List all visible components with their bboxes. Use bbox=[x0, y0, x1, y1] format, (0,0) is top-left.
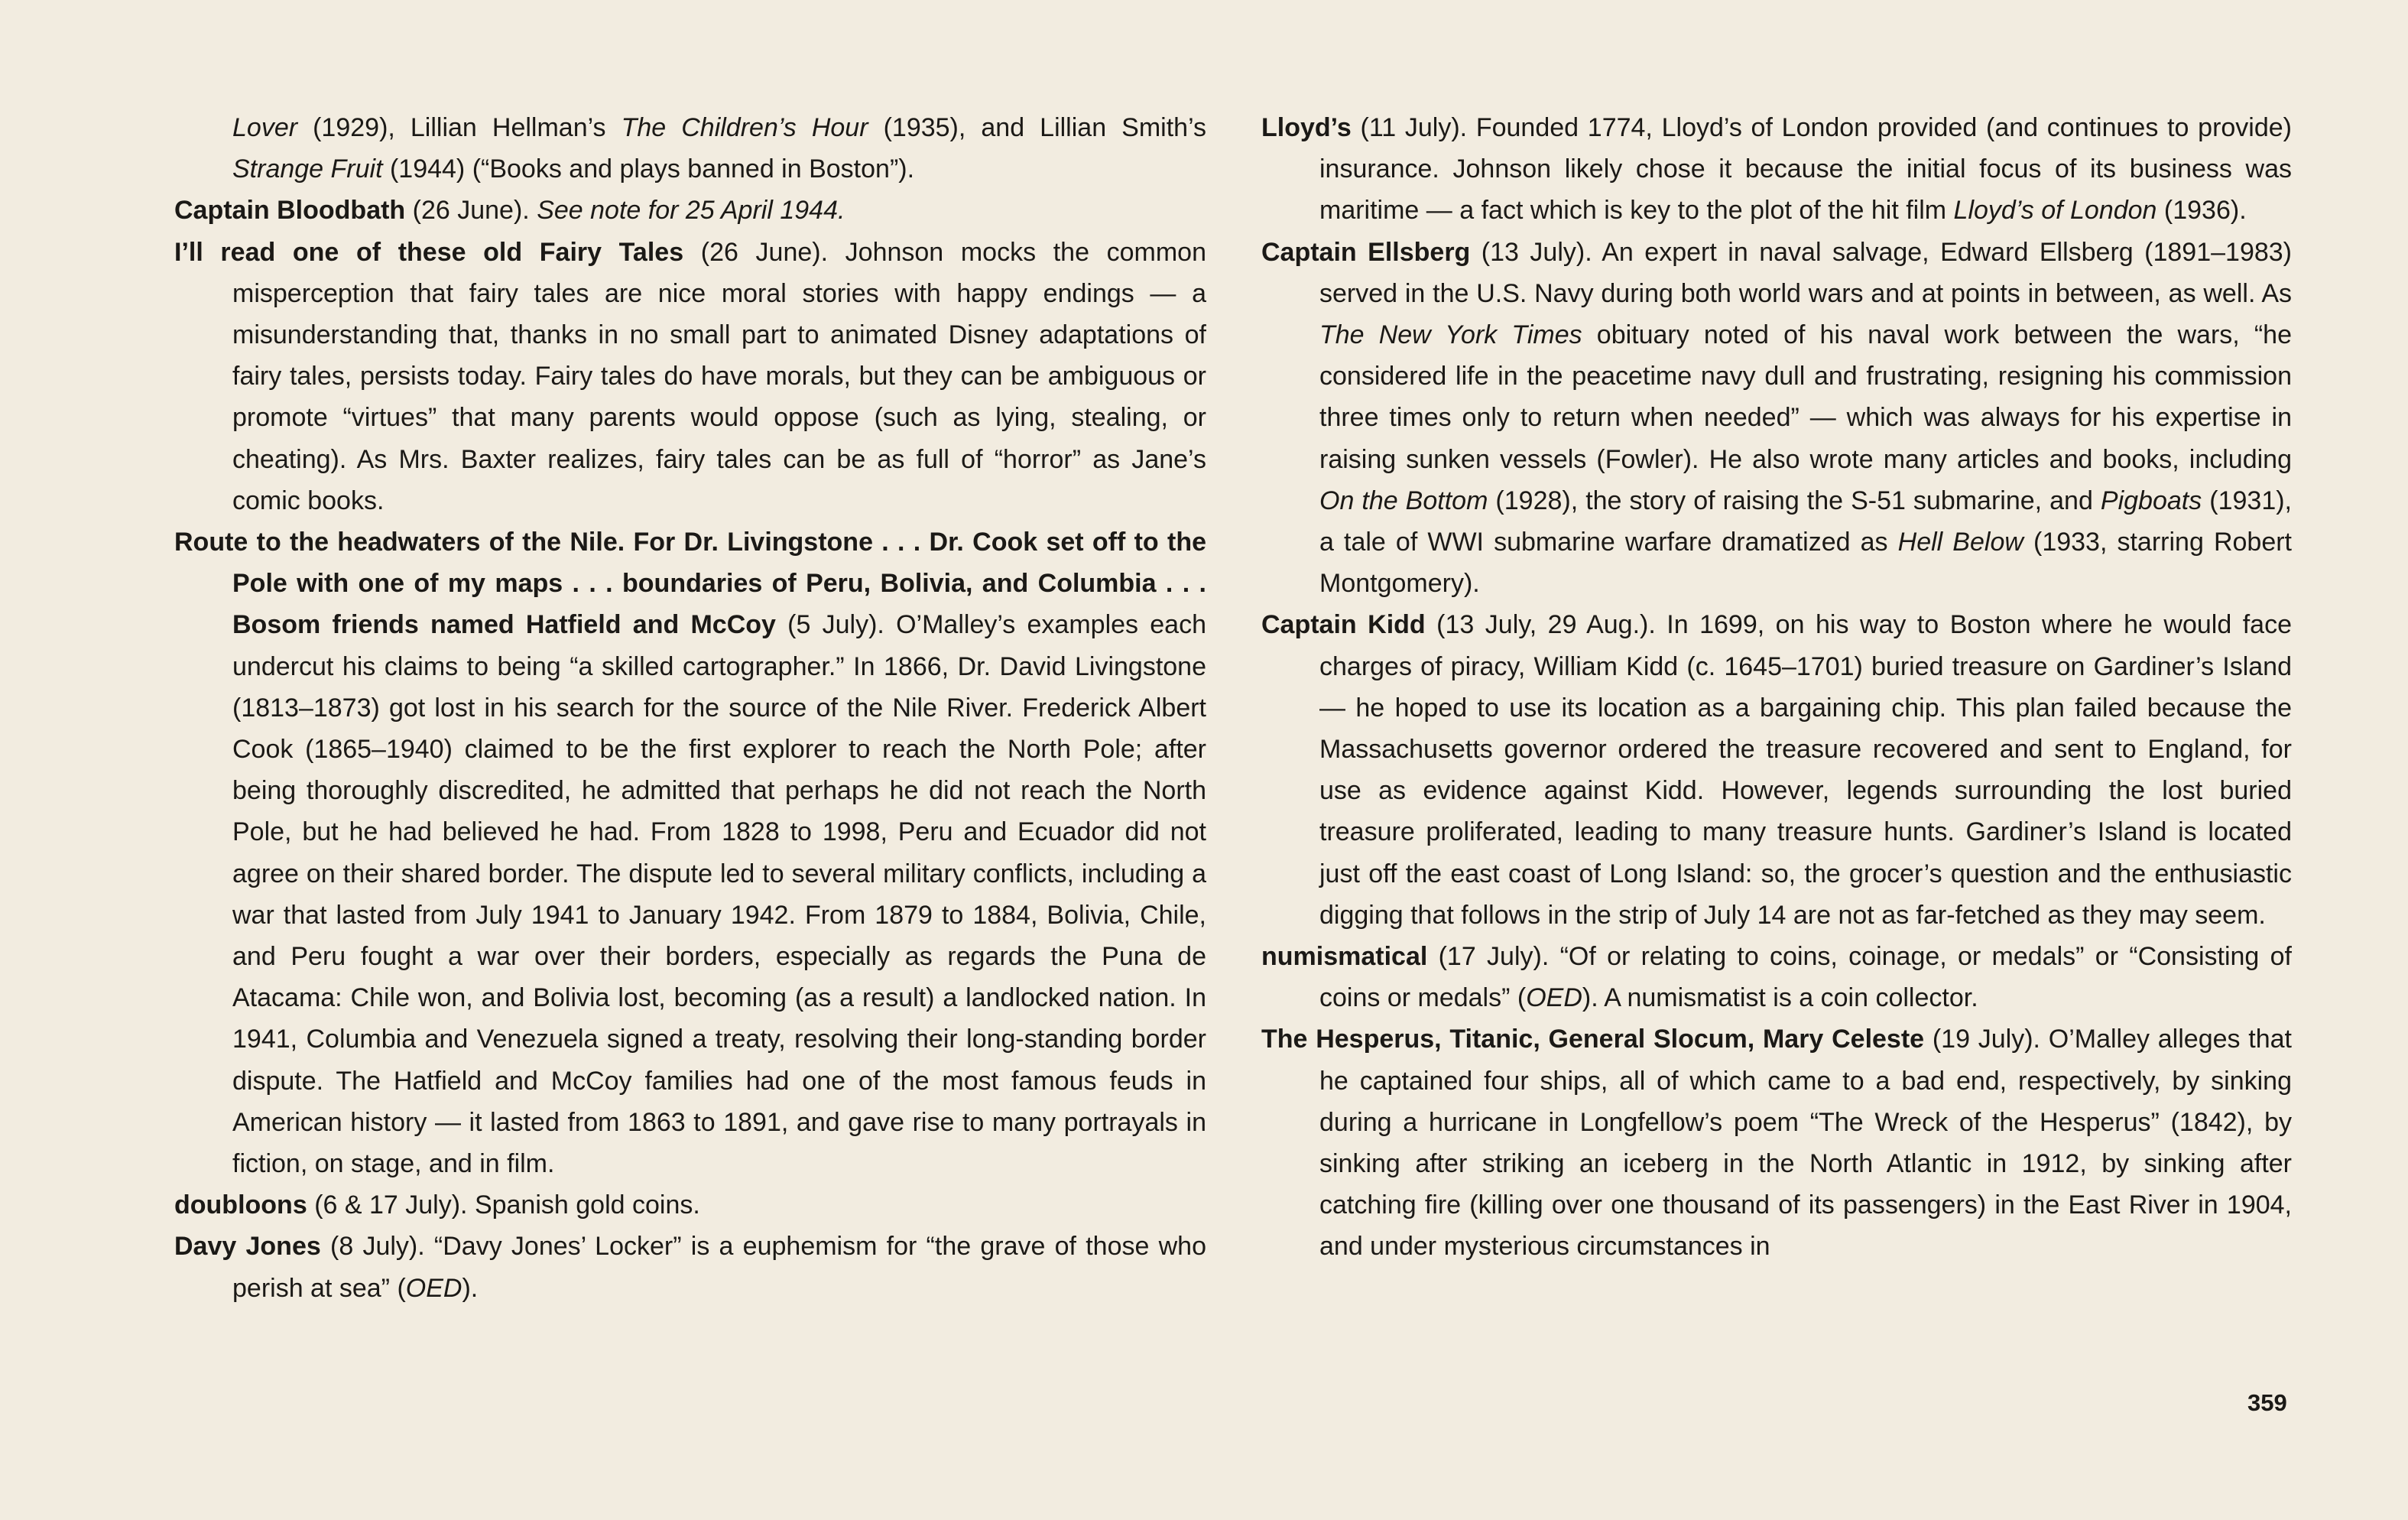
entry-text: (1935), and Lillian Smith’s bbox=[868, 113, 1207, 142]
entry-term: Captain Bloodbath bbox=[174, 196, 406, 226]
right-column bbox=[1261, 107, 2292, 1268]
entry-text: (8 July). “Davy Jones’ Locker” is a euphemism for “the grave of those who perish at sea” ( bbox=[232, 1232, 1207, 1303]
entry-text: (5 July). O’Malley’s examples each undercut his claims to being “a skilled cartographer.” In 1866, Dr. David Livingstone (1813–1873) got lost in his search for the source of the Nile River. Frederick Albert Cook (1865–1940) claimed to be the first explorer to reach the North Pole; after being thoroughly discredited, he admitted that perhaps he did not reach the North Pole, but he had believed he had. From 1828 to 1998, Peru and Ecuador did not agree on their shared border. The dispute led to several military conflicts, including a war that lasted from July 1941 to January 1942. From 1879 to 1884, Bolivia, Chile, and Peru fought a war over their borders, especially as regards the Puna de Atacama: Chile won, and Bolivia lost, becoming (as a result) a landlocked nation. In 1941, Columbia and Venezuela signed a treaty, resolving their long-standing border dispute. The Hatfield and McCoy families had one of the most famous feuds in American history — it lasted from 1863 to 1891, and gave rise to many portrayals in fiction, on stage, and in film. bbox=[232, 610, 1206, 1179]
glossary-entry-numismatical bbox=[1261, 936, 2292, 1018]
entry-text: (1944) (“Books and plays banned in Boston”). bbox=[382, 154, 915, 184]
italic-text: OED bbox=[1526, 983, 1582, 1013]
entry-term: Captain Ellsberg bbox=[1261, 237, 1471, 267]
entry-text: ). A numismatist is a coin collector. bbox=[1582, 983, 1978, 1013]
entry-text: (6 & 17 July). Spanish gold coins. bbox=[307, 1190, 700, 1220]
entry-text: (13 July). An expert in naval salvage, Edward Ellsberg (1891–1983) served in the U.S. Navy during both world wars and at points in between, as well. As bbox=[1319, 237, 2292, 308]
italic-text: The Children’s Hour bbox=[621, 113, 868, 142]
glossary-entry-hesperus bbox=[1261, 1018, 2292, 1267]
glossary-entry-davy-jones bbox=[174, 1226, 1206, 1308]
entry-text: (13 July, 29 Aug.). In 1699, on his way to Boston where he would face charges of piracy, William Kidd (c. 1645–1701) buried treasure on Gardiner’s Island — he hoped to use its location as a bargaining chip. This plan failed because the Massachusetts governor ordered the treasure recovered and sent to England, for use as evidence against Kidd. However, legends surrounding the lost buried treasure proliferated, leading to many treasure hunts. Gardiner’s Island is located just off the east coast of Long Island: so, the grocer’s question and the enthusiastic digging that follows in the strip of July 14 are not as far-fetched as they may seem. bbox=[1319, 610, 2292, 930]
italic-text: On the Bottom bbox=[1319, 486, 1488, 515]
glossary-entry-fairy-tales bbox=[174, 232, 1206, 521]
entry-text: (26 June). bbox=[405, 196, 537, 226]
entry-term: Davy Jones bbox=[174, 1232, 321, 1262]
italic-text: Lover bbox=[232, 113, 298, 142]
entry-text: (26 June). Johnson mocks the common misperception that fairy tales are nice moral stories with happy endings — a misunderstanding that, thanks in no small part to animated Disney adaptations of fairy tales, persists today. Fairy tales do have morals, but they can be ambiguous or promote “virtues” that many parents would oppose (such as lying, stealing, or cheating). As Mrs. Baxter realizes, fairy tales can be as full of “horror” as Jane’s comic books. bbox=[232, 237, 1206, 515]
glossary-entry-ellsberg bbox=[1261, 232, 2292, 605]
entry-term: I’ll read one of these old Fairy Tales bbox=[174, 237, 684, 267]
left-column bbox=[174, 107, 1206, 1309]
italic-text: Strange Fruit bbox=[232, 154, 383, 184]
glossary-entry-kidd bbox=[1261, 604, 2292, 936]
entry-term: Route to the headwaters of the Nile. For Dr. Livingstone . . . Dr. Cook set off to the Pole with one of my maps . . . boundaries of Peru, Bolivia, and Columbia . . . Bosom friends named Hatfield and McCoy bbox=[174, 528, 1206, 640]
italic-text: OED bbox=[405, 1273, 462, 1303]
entry-text: obituary noted of his naval work between the wars, “he considered life in the peacetime navy dull and frustrating, resigning his commission three times only to return when needed” — which was always for his expertise in raising sunken vessels (Fowler). He also wrote many articles and books, including bbox=[1319, 320, 2292, 474]
entry-text: ). bbox=[462, 1273, 479, 1303]
entry-text: (1929), Lillian Hellman’s bbox=[297, 113, 621, 142]
entry-term: numismatical bbox=[1261, 942, 1428, 972]
entry-text: (19 July). O’Malley alleges that he captained four ships, all of which came to a bad end, respectively, by sinking during a hurricane in Longfellow’s poem “The Wreck of the Hesperus” (1842), by sinking after striking an iceberg in the North Atlantic in 1912, by sinking after catching fire (killing over one thousand of its passengers) in the East River in 1904, and under mysterious circumstances in bbox=[1319, 1025, 2292, 1262]
entry-text: (1928), the story of raising the S-51 submarine, and bbox=[1488, 486, 2101, 515]
italic-text: Pigboats bbox=[2100, 486, 2202, 515]
entry-term: The Hesperus, Titanic, General Slocum, Mary Celeste bbox=[1261, 1025, 1925, 1054]
glossary-entry-captain-bloodbath bbox=[174, 190, 1206, 231]
entry-text: (1933, starring Robert Montgomery). bbox=[1319, 528, 2292, 599]
glossary-entry-nile bbox=[174, 521, 1206, 1184]
page-number: 359 bbox=[2247, 1389, 2287, 1416]
entry-term: Captain Kidd bbox=[1261, 610, 1426, 640]
entry-term: Lloyd’s bbox=[1261, 113, 1352, 142]
entry-text: (1936). bbox=[2156, 196, 2247, 226]
entry-text: (17 July). “Of or relating to coins, coinage, or medals” or “Consisting of coins or medals” ( bbox=[1319, 942, 2292, 1013]
glossary-entry-lloyds bbox=[1261, 107, 2292, 232]
italic-text: Hell Below bbox=[1897, 528, 2023, 557]
entry-text: (1931), a tale of WWI submarine warfare dramatized as bbox=[1319, 486, 2292, 557]
entry-text: (11 July). Founded 1774, Lloyd’s of London provided (and continues to provide) insurance. Johnson likely chose it because the initial focus of its business was maritime — a fact which is key to the plot of the hit film bbox=[1319, 113, 2292, 226]
glossary-entry-cont bbox=[174, 107, 1206, 190]
glossary-entry-doubloons bbox=[174, 1184, 1206, 1226]
italic-text: Lloyd’s of London bbox=[1953, 196, 2157, 226]
entry-term: doubloons bbox=[174, 1190, 307, 1220]
italic-text: The New York Times bbox=[1319, 320, 1582, 350]
italic-text: See note for 25 April 1944. bbox=[537, 196, 845, 226]
